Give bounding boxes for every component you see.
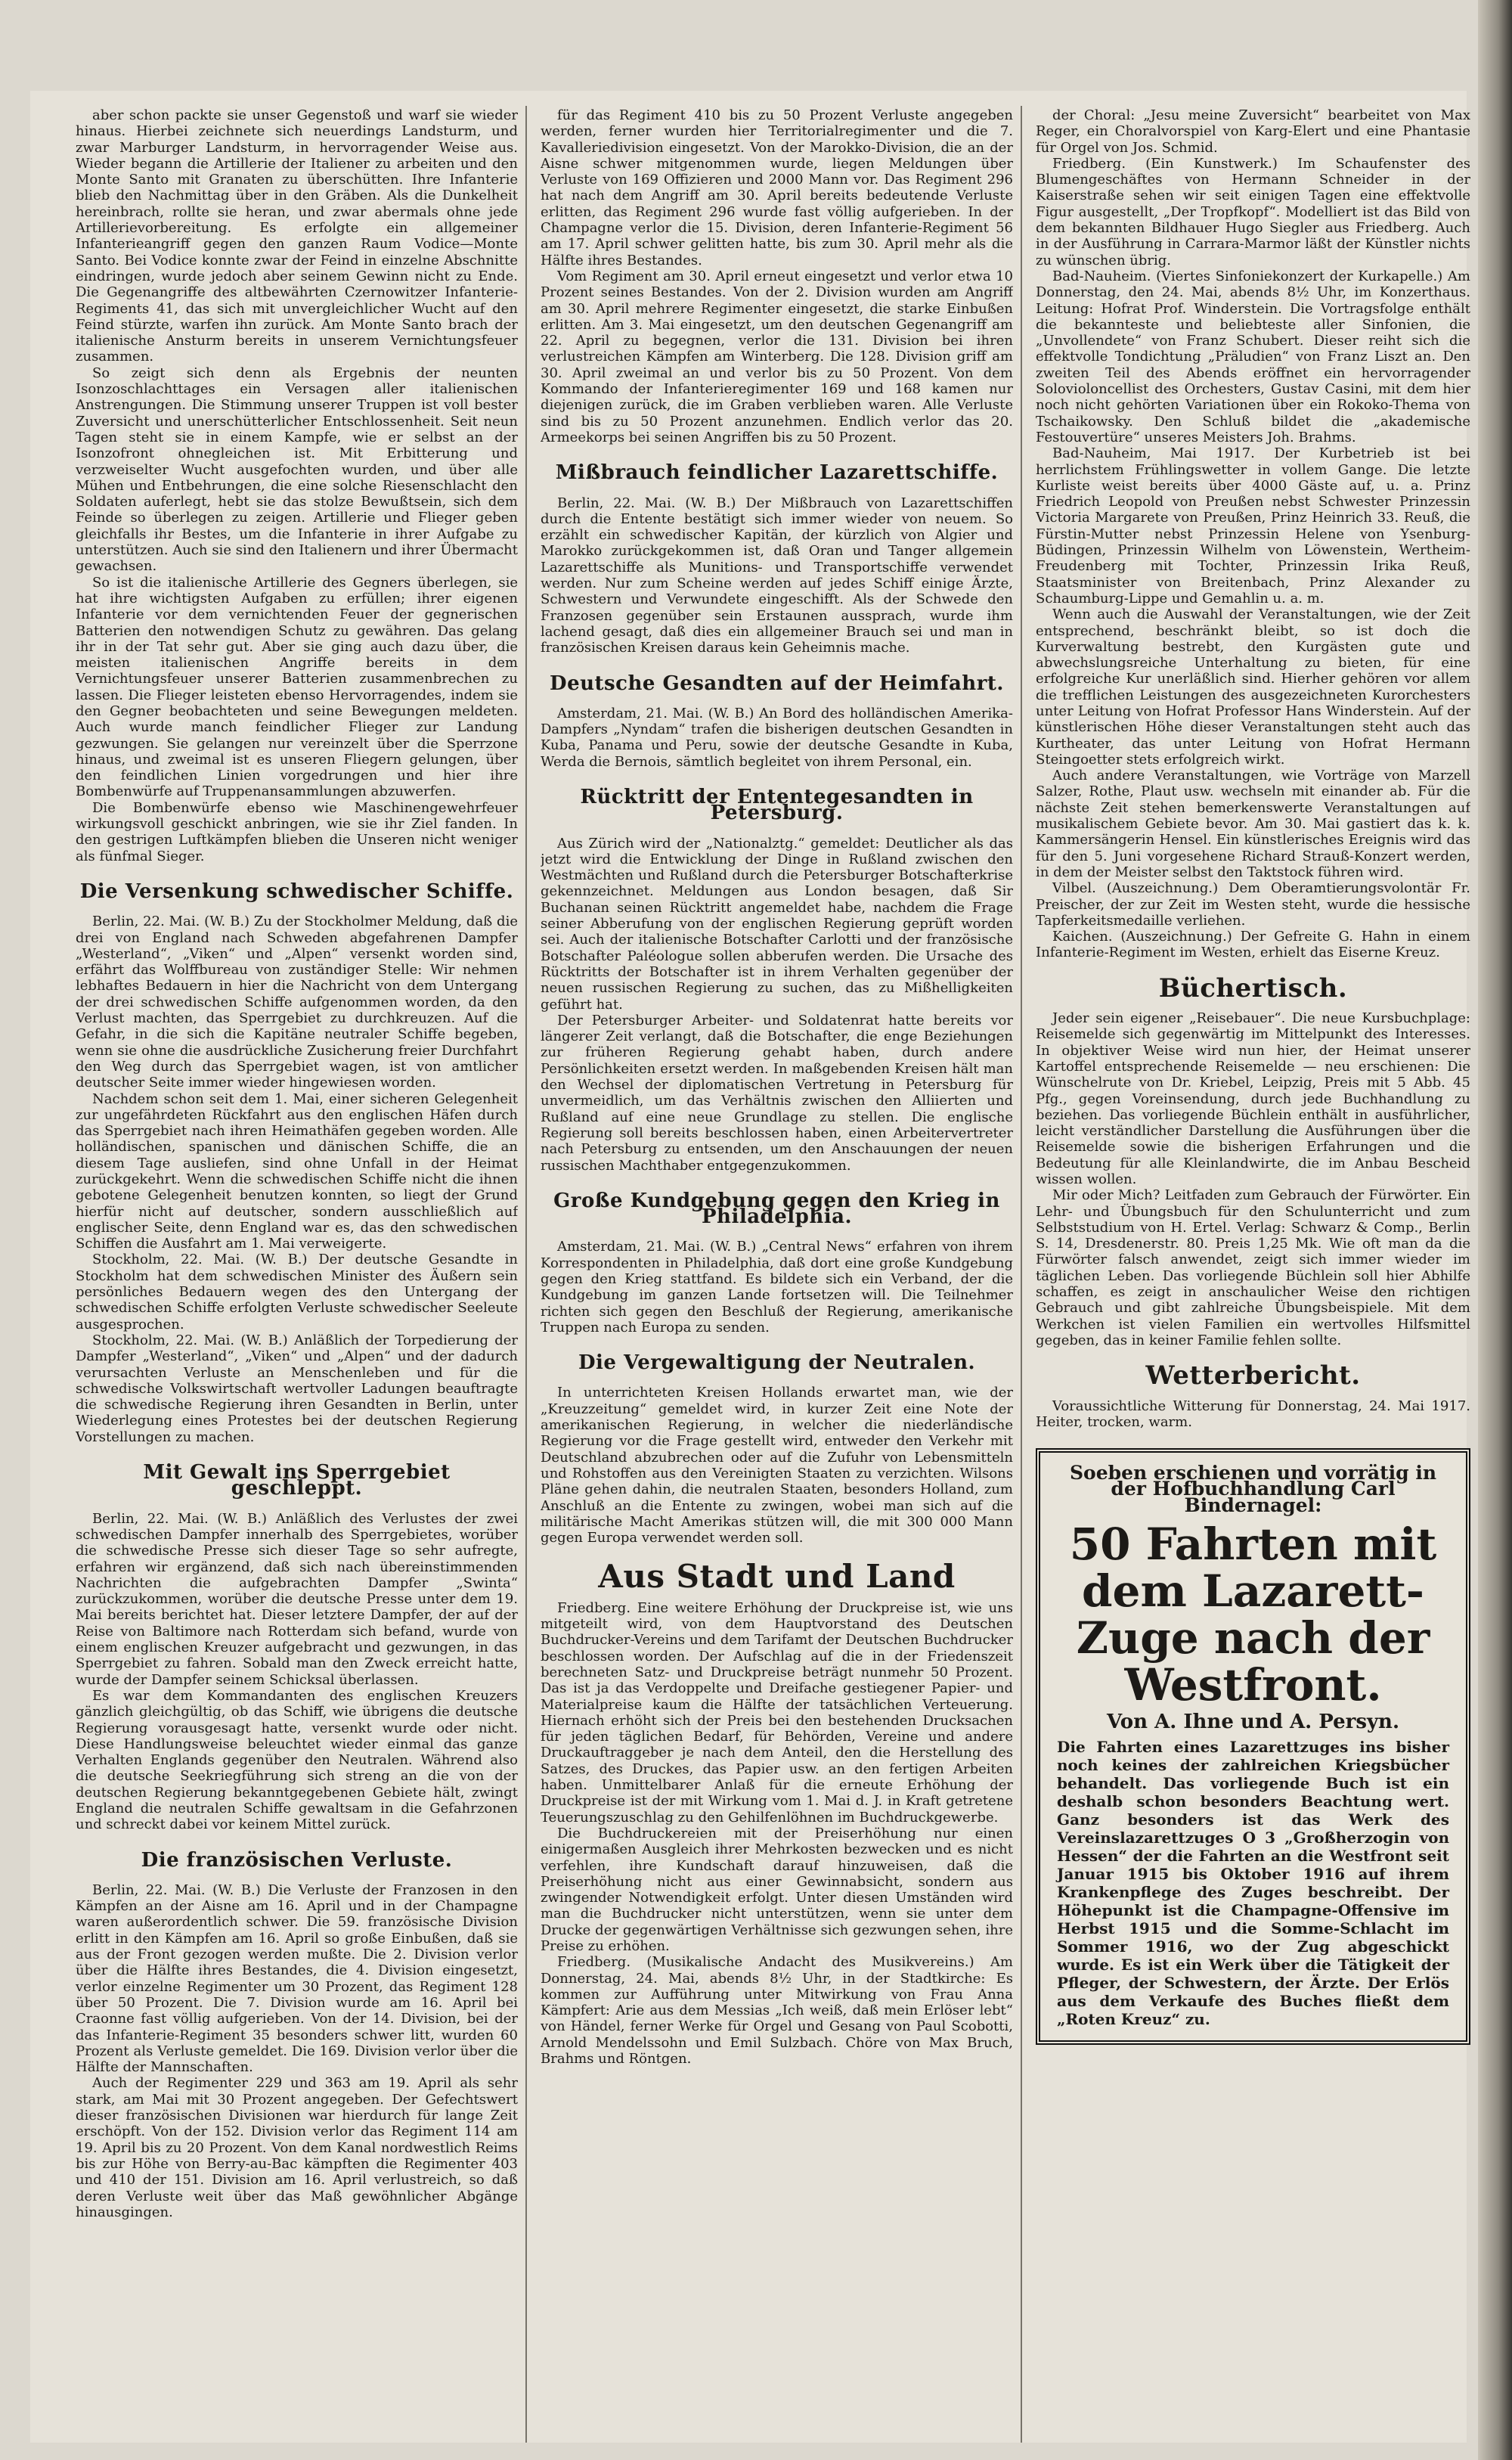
article-paragraph: Vilbel. (Auszeichnung.) Dem Oberamtierungsvolontär Fr. Preischer, der zur Zeit im Westen steht, wurde die hessische Tapferkeitsmedaille verliehen. xyxy=(1036,880,1470,929)
article-paragraph: Aus Zürich wird der „Nationalztg.“ gemeldet: Deutlicher als das jetzt wird die Entwicklung der Dinge in Rußland zwischen den Westmächten und Rußland durch die Petersburger Botschafterkrise gekennzeichnet. Meldungen aus London besagen, daß Sir Buchanan seinen Rücktritt angemeldet habe, nachdem die Frage seiner Abberufung von der englischen Regierung geprüft worden sei. Auch der italienische Botschafter Carlotti und der französische Botschafter Paléologue sollen abberufen werden. Die Ursache des Rücktritts der Botschafter ist in ihrem Verhalten gegenüber der neuen russischen Regierung zu suchen, das zu Mißhelligkeiten geführt hat. xyxy=(541,835,1013,1013)
article-headline: Die Vergewaltigung der Neutralen. xyxy=(578,1351,976,1375)
article-headline: Die Versenkung schwedischer Schiffe. xyxy=(79,879,514,903)
article-headline: Rücktritt der Ententegesandten in Petersburg. xyxy=(580,785,974,825)
article-paragraph: Berlin, 22. Mai. (W. B.) Zu der Stockholmer Meldung, daß die drei von England nach Schweden abgefahrenen Dampfer „Westerland“, „Viken“ und „Alpen“ versenkt worden sind, erfährt das Wolffbureau von zuständiger Stelle: Wir nehmen lebhaftes Bedauern in hier die Nachricht von dem Untergang der drei schwedischen Schiffe aufgenommen worden, da den Verlust machten, das Sperrgebiet zu durchkreuzen. Auf die Gefahr, in die sich die Kapitäne neutraler Schiffe begeben, wenn sie ohne die ausdrückliche Zusicherung freier Durchfahrt den Weg durch das Sperrgebiet wagen, ist von amtlicher deutscher Seite immer wieder hingewiesen worden. xyxy=(76,914,518,1091)
article-headline: Mißbrauch feindlicher Lazarettschiffe. xyxy=(555,461,999,485)
article-paragraph: Berlin, 22. Mai. (W. B.) Anläßlich des Verlustes der zwei schwedischen Dampfer innerhalb des Sperrgebietes, worüber die schwedische Presse sich dieser Tage so sehr aufregte, erfahren wir ergänzend, daß sich nach übereinstimmenden Nachrichten die aufgebrachten Dampfer „Swinta“ zurückzukommen, worüber die deutsche Presse unter dem 19. Mai bereits berichtet hat. Dieser letztere Dampfer, der auf der Reise von Baltimore nach Rotterdam sich befand, wurde von einem englischen Kreuzer aufgebracht und gezwungen, in das Sperrgebiet zu fahren. Sobald man den Zweck erreicht hatte, wurde der Dampfer seinem Schicksal überlassen. xyxy=(76,1510,518,1688)
article-paragraph: für das Regiment 410 bis zu 50 Prozent Verluste angegeben werden, ferner wurden hier Territorialregimenter und die 7. Kavalleriedivision eingesetzt. Von der Marokko-Division, die an der Aisne schwer mitgenommen wurde, liegen Meldungen über Verluste von 169 Offizieren und 2000 Mann vor. Das Regiment 296 hat nach dem Angriff am 30. April bereits bedeutende Verluste erlitten, das Regiment 296 wurde fast völlig aufgerieben. In der Champagne verlor die 15. Division, deren Infanterie-Regiment 56 am 17. April schwer gelitten hatte, bis zum 30. April mehr als die Hälfte ihres Bestandes. xyxy=(541,107,1013,268)
page-fold-shadow xyxy=(1478,0,1512,2460)
ad-intro-line: Soeben erschienen und vorrätig in der Hofbuchhandlung Carl Bindernagel: xyxy=(1070,1462,1436,1516)
ad-body-text: Die Fahrten eines Lazarettzuges ins bisher noch keines der zahlreichen Kriegsbücher behandelt. Das vorliegende Buch ist ein deshalb schon besonders Beachtung wert. Ganz besonders ist das Werk des Vereinslazarettzuges O 3 „Großherzogin von Hessen“ der die Fahrten an die Westfront seit Januar 1915 bis Oktober 1916 auf ihrem Krankenpflege des Zuges beschreibt. Der Höhepunkt ist die Champagne-Offensive im Herbst 1915 und die Somme-Schlacht im Sommer 1916, wo der Zug abgeschickt wurde. Es ist ein Werk über die Tätigkeit der Pfleger, der Schwestern, der Ärzte. Der Erlös aus dem Verkaufe des Buches fließt dem „Roten Kreuz“ zu. xyxy=(1057,1738,1449,2029)
article-paragraph: Mir oder Mich? Leitfaden zum Gebrauch der Fürwörter. Ein Lehr- und Übungsbuch für den Schulunterricht und zum Selbststudium von H. Ertel. Verlag: Schwarz & Comp., Berlin S. 14, Dresdenerstr. 80. Preis 1,25 Mk. Wie oft man da die Fürwörter falsch anwendet, zeigt sich immer wieder im täglichen Leben. Das vorliegende Büchlein soll hier Abhilfe schaffen, es zeigt in anschaulicher Weise den richtigen Gebrauch und gibt zahlreiche Übungsbeispiele. Mit dem Werkchen ist vielen Familien ein wertvolles Hilfsmittel gegeben, das in keiner Familie fehlen sollte. xyxy=(1036,1187,1470,1348)
article-paragraph: Berlin, 22. Mai. (W. B.) Die Verluste der Franzosen in den Kämpfen an der Aisne am 16. April und in der Champagne waren außerordentlich schwer. Die 59. französische Division erlitt in den Kämpfen am 16. April so große Einbußen, daß sie aus der Front gezogen werden mußte. Die 2. Division verlor über die Hälfte ihres Bestandes, die 4. Division eingesetzt, verlor einzelne Regimenter um 30 Prozent, das Regiment 128 über 50 Prozent. Die 7. Division wurde am 16. April bei Craonne fast völlig aufgerieben. Von der 14. Division, bei der das Infanterie-Regiment 35 besonders schwer litt, wurden 60 Prozent als Verluste gemeldet. Die 169. Division verlor über die Hälfte der Mannschaften. xyxy=(76,1881,518,2076)
article-paragraph: Bad-Nauheim, Mai 1917. Der Kurbetrieb ist bei herrlichstem Frühlingswetter in vollem Gange. Die letzte Kurliste weist bereits über 4000 Gäste auf, u. a. Prinz Friedrich Leopold von Preußen nebst Schwester Prinzessin Victoria Margarete von Preußen, Prinz Heinrich 33. Reuß, die Fürstin-Mutter nebst Prinzessin Helene von Ysenburg-Büdingen, Prinzessin Wilhelm von Löwenstein, Wertheim-Freudenberg mit Tochter, Prinzessin Irika Reuß, Staatsminister von Breitenbach, Prinz Alexander zu Schaumburg-Lippe und Gemahlin u. a. m. xyxy=(1036,445,1470,606)
article-paragraph: Berlin, 22. Mai. (W. B.) Der Mißbrauch von Lazarettschiffen durch die Entente bestätigt sich immer wieder von neuem. So erzählt ein schwedischer Kapitän, der kürzlich von Algier und Marokko zurückgekommen ist, daß Oran und Tanger allgemein Lazarettschiffe als Munitions- und Transportschiffe verwendet werden. Nur zum Scheine werden auf jedes Schiff einige Ärzte, Schwestern und Verwundete eingeschifft. Als der Schwede den Franzosen gegenüber sein Erstaunen aussprach, wurde ihm lachend gesagt, daß dies ein allgemeiner Brauch sei und man in französischen Kreisen daraus kein Geheimnis mache. xyxy=(541,495,1013,656)
ad-authors: Von A. Ihne und A. Persyn. xyxy=(1106,1711,1400,1734)
article-paragraph: Amsterdam, 21. Mai. (W. B.) An Bord des holländischen Amerika-Dampfers „Nyndam“ trafen die bisherigen deutschen Gesandten in Kuba, Panama und Peru, sowie der deutsche Gesandte in Kuba, Werda die Bernois, sämtlich begleitet von ihrem Personal, ein. xyxy=(541,705,1013,770)
article-headline: Große Kundgebung gegen den Krieg in Philadelphia. xyxy=(553,1189,1000,1229)
article-paragraph: So ist die italienische Artillerie des Gegners überlegen, sie hat ihre wichtigsten Aufgaben zu erfüllen; ihrer eigenen Infanterie vor dem vernichtenden Feuer der gegnerischen Batterien den notwendigen Schutz zu gewähren. Das gelang ihr in der Tat sehr gut. Aber sie ging auch dazu über, die meisten italienischen Angriffe bereits in dem Vernichtungsfeuer unserer Batterien zusammenbrechen zu lassen. Die Flieger leisteten ebenso Hervorragendes, indem sie den Gegner beobachteten und seine Bewegungen meldeten. Auch wurde manch feindlicher Flieger zur Landung gezwungen. Sie gelangen nur vereinzelt über die Sperrzone hinaus, und zweimal ist es unseren Fliegern gelungen, über den feindlichen Linien vorgedrungen und hier ihre Bombenwürfe auf Truppenansammlungen abzuwerfen. xyxy=(76,574,518,800)
article-paragraph: aber schon packte sie unser Gegenstoß und warf sie wieder hinaus. Hierbei zeichnete sich neuerdings Landsturm, und zwar Marburger Landsturm, in hervorragender Weise aus. Wieder begann die Artillerie der Italiener zu arbeiten und den Monte Santo mit Granaten zu überschütten. Ihre Infanterie blieb den Nachmittag über in den Gräben. Als die Dunkelheit hereinbrach, rollte sie heran, und zwar abermals ohne jede Artillerievorbereitung. Es erfolgte ein allgemeiner Infanterieangriff gegen den ganzen Raum Vodice—Monte Santo. Bei Vodice konnte zwar der Feind in einzelne Abschnitte eindringen, wurde jedoch aber seinem Gewinn nicht zu Ende. Die Gegenangriffe des altbewährten Czernowitzer Infanterie-Regiments 41, das sich mit unvergleichlicher Wucht auf den Feind stürzte, warfen ihn zurück. Am Monte Santo brach der italienische Ansturm bereits in unserem Vernichtungsfeuer zusammen. xyxy=(76,107,518,365)
article-paragraph: Nachdem schon seit dem 1. Mai, einer sicheren Gelegenheit zur ungefährdeten Rückfahrt aus den englischen Häfen durch das Sperrgebiet nach ihren Heimathäfen gegeben worden. Alle holländischen, spanischen und dänischen Schiffe, die an diesem Tage ausliefen, sind ohne Unfall in der Heimat zurückgekehrt. Wenn die schwedischen Schiffe nicht die ihnen gebotene Gelegenheit benutzen konnten, so liegt der Grund hierfür nicht auf deutscher, sondern ausschließlich auf englischer Seite, denn England war es, das den schwedischen Schiffen die Ausfahrt am 1. Mai verweigerte. xyxy=(76,1090,518,1252)
article-paragraph: Die Bombenwürfe ebenso wie Maschinengewehrfeuer wirkungsvoll geschickt anbringen, wie sie ihr Ziel fanden. In den gestrigen Luftkämpfen blieben die Unseren nicht weniger als fünfmal Sieger. xyxy=(76,799,518,864)
article-headline: Aus Stadt und Land xyxy=(598,1558,956,1596)
article-paragraph: der Choral: „Jesu meine Zuversicht“ bearbeitet von Max Reger, ein Choralvorspiel von Karg-Elert und eine Phantasie für Orgel von Jos. Schmid. xyxy=(1036,107,1470,156)
article-paragraph: Wenn auch die Auswahl der Veranstaltungen, wie der Zeit entsprechend, beschränkt bleibt, so ist doch die Kurverwaltung bestrebt, den Kurgästen gute und abwechslungsreiche Unterhaltung zu bieten, für eine erfolgreiche Kur unerläßlich sind. Hierher gehören vor allem die trefflichen Leistungen des ausgezeichneten Kurorchesters unter Leitung von Hofrat Professor Hans Winderstein. Auf der künstlerischen Höhe dieser Veranstaltungen steht auch das Kurtheater, das unter Leitung von Hofrat Hermann Steingoetter stets erfolgreich wirkt. xyxy=(1036,606,1470,768)
column-rule xyxy=(525,106,527,2443)
article-paragraph: Die Buchdruckereien mit der Preiserhöhung nur einen einigermaßen Ausgleich ihrer Mehrkosten bezwecken und es nicht verfehlen, ihre Kundschaft darauf hinzuweisen, daß die Preiserhöhung nicht aus einer Gewinnabsicht, sondern aus zwingender Notwendigkeit erfolgt. Unter diesen Umständen wird man die Buchdrucker nicht unterstützen, wenn sie unter dem Drucke der gegenwärtigen Verhältnisse sich gezwungen sehen, ihre Preise zu erhöhen. xyxy=(541,1825,1013,1954)
column-rule xyxy=(1021,106,1022,2443)
article-paragraph: Es war dem Kommandanten des englischen Kreuzers gänzlich gleichgültig, ob das Schiff, wie übrigens die deutsche Regierung vorausgesagt hatte, versenkt wurde oder nicht. Diese Handlungsweise beleuchtet wieder einmal das ganze Verhalten Englands gegenüber den Neutralen. Während also die deutsche Seekriegführung sich streng an die von der deutschen Regierung bekanntgegebenen Gebiete hält, zwingt England die neutralen Schiffe gewaltsam in die Gefahrzonen und schreckt dabei vor keinem Mittel zurück. xyxy=(76,1687,518,1833)
article-paragraph: Friedberg. Eine weitere Erhöhung der Druckpreise ist, wie uns mitgeteilt wird, von dem Hauptvorstand des Deutschen Buchdrucker-Vereins und dem Tarifamt der Deutschen Buchdrucker beschlossen worden. Der Aufschlag auf die in der Friedenszeit berechneten Satz- und Druckpreise beträgt nunmehr 50 Prozent. Das ist ja das Verdoppelte und Dreifache gestiegener Papier- und Materialpreise kaum die Hälfte der tatsächlichen Verteuerung. Hiernach erhöht sich der Preis bei den bestehenden Drucksachen für jeden täglichen Bedarf, für Behörden, Vereine und andere Druckauftraggeber je nach dem Anteil, den die Herstellung des Satzes, des Druckes, das Papier usw. an den fertigen Arbeiten haben. Unmittelbarer Anlaß für die erneute Erhöhung der Druckpreise ist der mit Wirkung vom 1. Mai d. J. in Kraft getretene Teuerungszuschlag zu den Gehilfenlöhnen im Buchdruckgewerbe. xyxy=(541,1599,1013,1826)
article-paragraph: Amsterdam, 21. Mai. (W. B.) „Central News“ erfahren von ihrem Korrespondenten in Philadelphia, daß dort eine große Kundgebung gegen den Krieg stattfand. Es bildete sich ein Verband, der die Kundgebung im ganzen Lande fortsetzen will. Die Teilnehmer richten sich gegen den Beschluß der Regierung, amerikanische Truppen nach Europa zu senden. xyxy=(541,1239,1013,1335)
article-headline: Büchertisch. xyxy=(1158,973,1348,1004)
column-2 xyxy=(541,107,1013,2444)
ad-title: 50 Fahrten mit dem Lazarett-Zuge nach der Westfront. xyxy=(1069,1518,1437,1711)
article-headline: Wetterbericht. xyxy=(1145,1360,1361,1391)
article-paragraph: Auch andere Veranstaltungen, wie Vorträge von Marzell Salzer, Rothe, Plaut usw. wechseln mit einander ab. Für die nächste Zeit stehen bemerkenswerte Veranstaltungen auf musikalischem Gebiete bevor. Am 30. Mai gastiert das k. k. Kammersängerin Hensel. Ein künstlerisches Ereignis wird das für den 5. Juni vorgesehene Richard Strauß-Konzert werden, in dem der Meister selbst den Taktstock führen wird. xyxy=(1036,768,1470,880)
article-paragraph: Voraussichtliche Witterung für Donnerstag, 24. Mai 1917. Heiter, trocken, warm. xyxy=(1036,1398,1470,1430)
article-paragraph: Jeder sein eigener „Reisebauer“. Die neue Kursbuchplage: Reisemelde sich gegenwärtig im Mittelpunkt des Interesses. In objektiver Weise wird nun hier, der Heimat unserer Kartoffel entsprechende Reisemelde — neu erschienen: Die Wünschelrute von Dr. Kriebel, Leipzig, Preis mit 5 Abb. 45 Pfg., gegen Voreinsendung, durch jede Buchhandlung zu beziehen. Das vorliegende Büchlein enthält in ausführlicher, leicht verständlicher Darstellung die Ausführungen über die Reisemelde sowie die bisherigen Erfahrungen und die Bedeutung für alle Kleinlandwirte, die im Anbau Bescheid wissen wollen. xyxy=(1036,1010,1470,1187)
article-paragraph: Vom Regiment am 30. April erneut eingesetzt und verlor etwa 10 Prozent seines Bestandes. Von der 2. Division wurden am Angriff am 30. April mehrere Regimenter eingesetzt, die starke Einbußen erlitten. Am 3. Mai eingesetzt, um den deutschen Gegenangriff am 22. April zu begegnen, verlor die 131. Division bei ihren verlustreichen Kämpfen am Winterberg. Die 128. Division griff am 30. April zweimal an und verlor bis zu 50 Prozent. Von dem Kommando der Infanterieregimenter 169 und 168 kamen nur diejenigen zurück, die im Graben verblieben waren. Alle Verluste sind bis zu 50 Prozent anzunehmen. Endlich verlor das 20. Armeekorps bei seinen Angriffen bis zu 50 Prozent. xyxy=(541,268,1013,445)
article-paragraph: Stockholm, 22. Mai. (W. B.) Anläßlich der Torpedierung der Dampfer „Westerland“, „Viken“ und „Alpen“ und der dadurch verursachten Verluste an Menschenleben und für die schwedische Volkswirtschaft wertvoller Ladungen beauftragte die schwedische Regierung ihren Gesandten in Berlin, unter Wiederlegung eines Protestes bei der deutschen Regierung Vorstellungen zu machen. xyxy=(76,1332,518,1445)
article-paragraph: In unterrichteten Kreisen Hollands erwartet man, wie der „Kreuzzeitung“ gemeldet wird, in kurzer Zeit eine Note der amerikanischen Regierung, in welcher die niederländische Regierung vor die Frage gestellt wird, entweder den Verkehr mit Deutschland abzubrechen oder auf die Zufuhr von Lebensmitteln und Rohstoffen aus den Vereinigten Staaten zu verzichten. Wilsons Pläne gehen dahin, die neutralen Staaten, besonders Holland, zum Anschluß an die Entente zu zwingen, wobei man sich auf die militärische Macht Amerikas stützen will, die mit 300 000 Mann gegen Europa verwendet werden soll. xyxy=(541,1385,1013,1546)
article-paragraph: Friedberg. (Ein Kunstwerk.) Im Schaufenster des Blumengeschäftes von Hermann Schneider in der Kaiserstraße sehen wir seit einigen Tagen eine effektvolle Figur ausgestellt, „Der Tropfkopf“. Modelliert ist das Bild von dem bekannten Bildhauer Hugo Siegler aus Friedberg. Auch in der Ausführung in Carrara-Marmor läßt der Künstler nichts zu wünschen übrig. xyxy=(1036,155,1470,268)
article-paragraph: Auch der Regimenter 229 und 363 am 19. April als sehr stark, am Mai mit 30 Prozent angegeben. Der Gefechtswert dieser französischen Divisionen war hierdurch für lange Zeit erschöpft. Von der 152. Division verlor das Regiment 114 am 19. April bis zu 20 Prozent. Von dem Kanal nordwestlich Reims bis zur Höhe von Berry-au-Bac kämpften die Regimenter 403 und 410 der 151. Division am 16. April verlustreich, so daß deren Verluste weit über das Maß gewöhnlicher Abgänge hinausgingen. xyxy=(76,2075,518,2220)
article-paragraph: Bad-Nauheim. (Viertes Sinfoniekonzert der Kurkapelle.) Am Donnerstag, den 24. Mai, abends 8½ Uhr, im Konzerthaus. Leitung: Hofrat Prof. Winderstein. Die Vortragsfolge enthält die bekannteste und beliebteste aller Sinfonien, die „Unvollendete“ von Franz Schubert. Dieser reiht sich die effektvolle Tondichtung „Präludien“ von Franz Liszt an. Den zweiten Teil des Abends eröffnet ein hervorragender Solovioloncellist des Orchesters, Gustav Casini, mit dem hier noch nicht gehörten Variationen über ein Rokoko-Thema von Tschaikowsky. Den Schluß bildet die „akademische Festouvertüre“ unseres Meisters Joh. Brahms. xyxy=(1036,268,1470,445)
article-paragraph: Stockholm, 22. Mai. (W. B.) Der deutsche Gesandte in Stockholm hat dem schwedischen Minister des Äußern sein persönliches Bedauern wegen des den Untergang der schwedischen Schiffe erfolgten Verluste schwedischer Seeleute ausgesprochen. xyxy=(76,1252,518,1332)
article-headline: Mit Gewalt ins Sperrgebiet geschleppt. xyxy=(143,1461,451,1500)
article-paragraph: So zeigt sich denn als Ergebnis der neunten Isonzoschlachttages ein Versagen aller italienischen Anstrengungen. Die Stimmung unserer Truppen ist voll bester Zuversicht und unerschütterlicher Entschlossenheit. Seit neun Tagen steht sie in einem Kampfe, wie er selbst an der Isonzofront ohnegleichen ist. Mit Erbitterung und verzweiselter Wucht ausgefochten wurden, und über alle Mühen und Entbehrungen, die eine solche Riesenschlacht den Soldaten auferlegt, hebt sie das stolze Bewußtsein, sich dem Feinde so überlegen zu zeigen. Artillerie und Flieger geben gleichfalls ihr Bestes, um die Infanterie in ihrer Aufgabe zu unterstützen. Auch sie sind den Italienern und ihrer Übermacht gewachsen. xyxy=(76,365,518,575)
book-advertisement xyxy=(1036,1448,1470,2045)
article-paragraph: Kaichen. (Auszeichnung.) Der Gefreite G. Hahn in einem Infanterie-Regiment im Westen, erhielt das Eiserne Kreuz. xyxy=(1036,929,1470,961)
article-headline: Deutsche Gesandten auf der Heimfahrt. xyxy=(550,672,1004,695)
column-1 xyxy=(76,107,518,2444)
article-headline: Die französischen Verluste. xyxy=(141,1848,453,1872)
article-paragraph: Der Petersburger Arbeiter- und Soldatenrat hatte bereits vor längerer Zeit verlangt, daß die Botschafter, die enge Beziehungen zur früheren Regierung gehabt haben, durch andere Persönlichkeiten ersetzt werden. In maßgebenden Kreisen hält man den Wechsel der diplomatischen Vertretung in Petersburg für unvermeidlich, um das Verhältnis zwischen den Alliierten und Rußland auf eine neue Grundlage zu stellen. Die englische Regierung soll bereits beschlossen haben, einen Arbeitervertreter nach Petersburg zu entsenden, um den Anschauungen der neuen russischen Machthaber entgegenzukommen. xyxy=(541,1012,1013,1174)
column-3 xyxy=(1036,107,1470,2444)
article-paragraph: Friedberg. (Musikalische Andacht des Musikvereins.) Am Donnerstag, 24. Mai, abends 8½ Uhr, in der Stadtkirche: Es kommen zur Aufführung unter Mitwirkung von Frau Anna Kämpfert: Arie aus dem Messias „Ich weiß, daß mein Erlöser lebt“ von Händel, ferner Werke für Orgel und Gesang von Paul Scobotti, Arnold Mendelssohn und Emil Sulzbach. Chöre von Max Bruch, Brahms und Röntgen. xyxy=(541,1954,1013,2068)
